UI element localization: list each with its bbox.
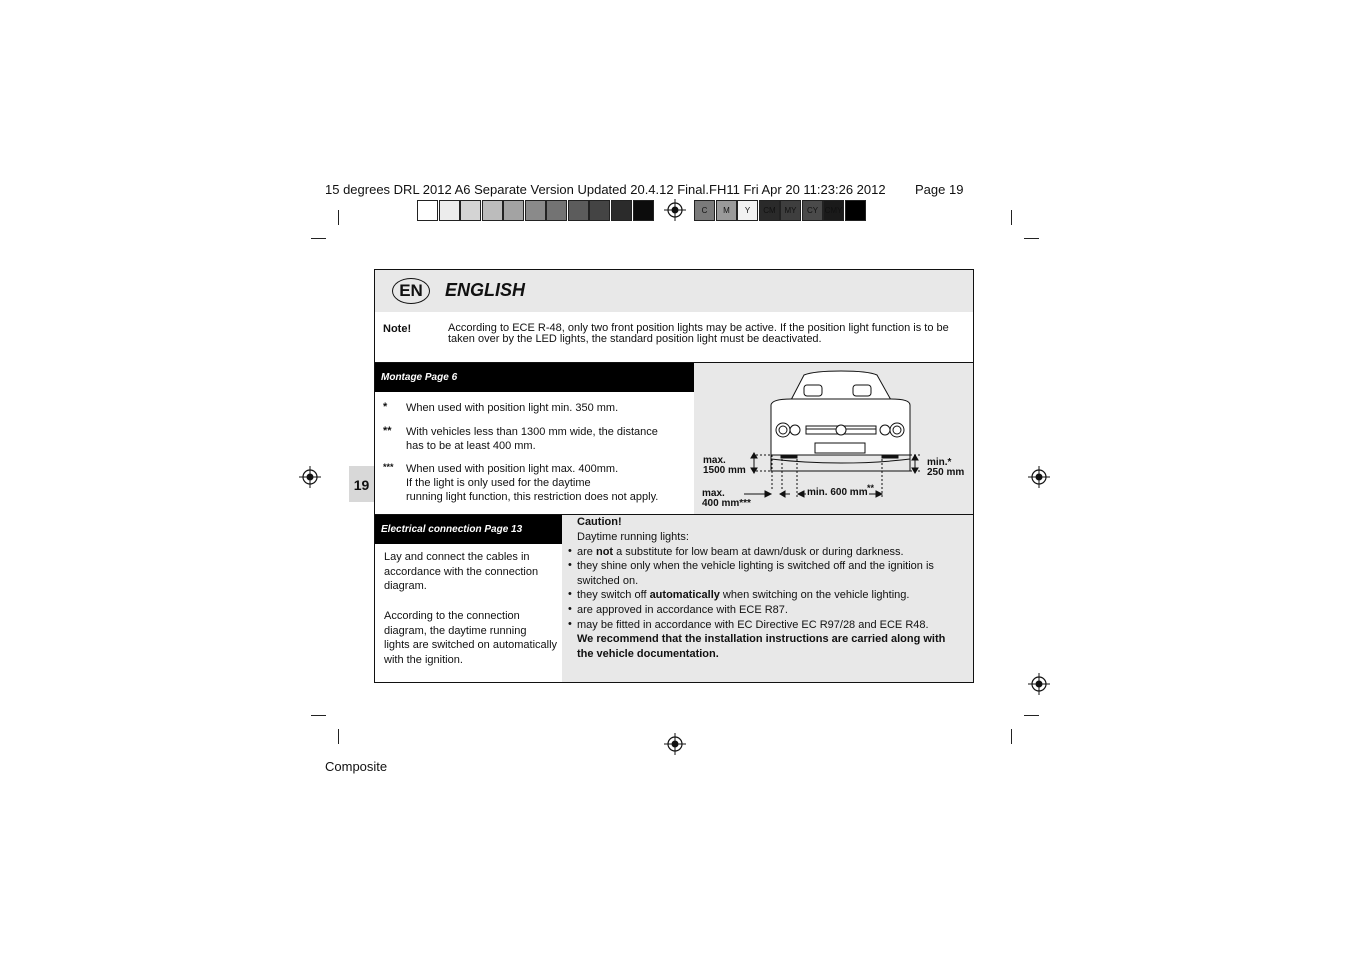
crop-mark [338, 210, 339, 225]
bullet: • [568, 559, 572, 571]
footnote-mark: *** [383, 462, 394, 472]
swatch [460, 200, 481, 221]
slug-file-info: 15 degrees DRL 2012 A6 Separate Version Updated 20.4.12 Final.FH11 Fri Apr 20 11:23:26 2012 [325, 182, 886, 197]
crop-mark [1011, 729, 1012, 744]
footnote-mark: ** [383, 425, 392, 437]
language-title: ENGLISH [445, 280, 526, 300]
swatch [546, 200, 567, 221]
composite-label: Composite [325, 759, 388, 774]
note-text: According to ECE R-48, only two front position lights may be active. If the position light function is to be taken over by the LED lights, the standard position light must be deactivated. [448, 322, 949, 345]
print-slug [325, 182, 964, 197]
caution-title: Caution! [577, 516, 622, 528]
caution-intro: Daytime running lights: [577, 531, 689, 543]
swatch-my: MY [780, 200, 801, 221]
electrical-heading: Electrical connection Page 13 [375, 515, 562, 544]
swatch-cy: CY [802, 200, 823, 221]
crop-mark [1024, 238, 1039, 239]
electrical-paragraph: Lay and connect the cables in accordance with the connection diagram. [384, 551, 539, 593]
slug-page: Page 19 [915, 182, 964, 197]
swatch [845, 200, 866, 221]
crop-mark [1011, 210, 1012, 225]
swatch [611, 200, 632, 221]
min-height-label: min.* 250 mm [927, 457, 965, 478]
registration-mark-icon [1028, 466, 1050, 488]
language-badge: EN [392, 278, 430, 304]
registration-mark-icon [664, 733, 686, 755]
language-header [375, 270, 973, 312]
swatch-m: M [716, 200, 737, 221]
caution-item: are approved in accordance with ECE R87. [577, 604, 788, 616]
montage-item: With vehicles less than 1300 mm wide, the distance has to be at least 400 mm. [406, 426, 658, 452]
min-gap-mark: ** [867, 483, 875, 493]
min-gap-label: min. 600 mm [807, 487, 868, 498]
swatch [482, 200, 503, 221]
swatch-y: Y [737, 200, 758, 221]
bullet: • [568, 588, 572, 600]
electrical-paragraph: According to the connection diagram, the daytime running lights are switched on automatically with the ignition. [384, 610, 558, 666]
caution-item: they shine only when the vehicle lighting is switched off and the ignition is switched on. [577, 560, 934, 587]
crop-mark [311, 238, 326, 239]
caution-item: they switch off automatically when switching on the vehicle lighting. [577, 589, 910, 601]
swatch [439, 200, 460, 221]
crop-mark [311, 715, 326, 716]
swatch [633, 200, 654, 221]
footnote-mark: * [383, 401, 388, 413]
montage-item: When used with position light max. 400mm. If the light is only used for the daytime running light function, this restriction does not apply. [406, 463, 659, 503]
crop-mark [1024, 715, 1039, 716]
swatch [589, 200, 610, 221]
bullet: • [568, 603, 572, 615]
registration-mark-icon [299, 466, 321, 488]
swatch-cmy: CMY [823, 200, 844, 221]
max-side-distance-label: max. 400 mm*** [702, 488, 751, 509]
recommendation: We recommend that the installation instructions are carried along with the vehicle documentation. [577, 633, 946, 660]
montage-item: When used with position light min. 350 mm. [406, 402, 619, 414]
max-width-label: max. 1500 mm [703, 455, 746, 476]
note-label: Note! [383, 323, 412, 335]
swatch-c: C [694, 200, 715, 221]
page-number-tab: 19 [349, 466, 374, 502]
swatch [525, 200, 546, 221]
bullet: • [568, 545, 572, 557]
registration-mark-icon [1028, 673, 1050, 695]
crop-mark [338, 729, 339, 744]
bullet: • [568, 618, 572, 630]
caution-item: are not a substitute for low beam at dawn/dusk or during darkness. [577, 546, 904, 558]
caution-item: may be fitted in accordance with EC Directive EC R97/28 and ECE R48. [577, 619, 929, 631]
registration-mark-icon [664, 199, 686, 221]
montage-heading: Montage Page 6 [375, 363, 694, 392]
swatch [417, 200, 438, 221]
swatch [503, 200, 524, 221]
swatch-cm: CM [759, 200, 780, 221]
swatch [568, 200, 589, 221]
